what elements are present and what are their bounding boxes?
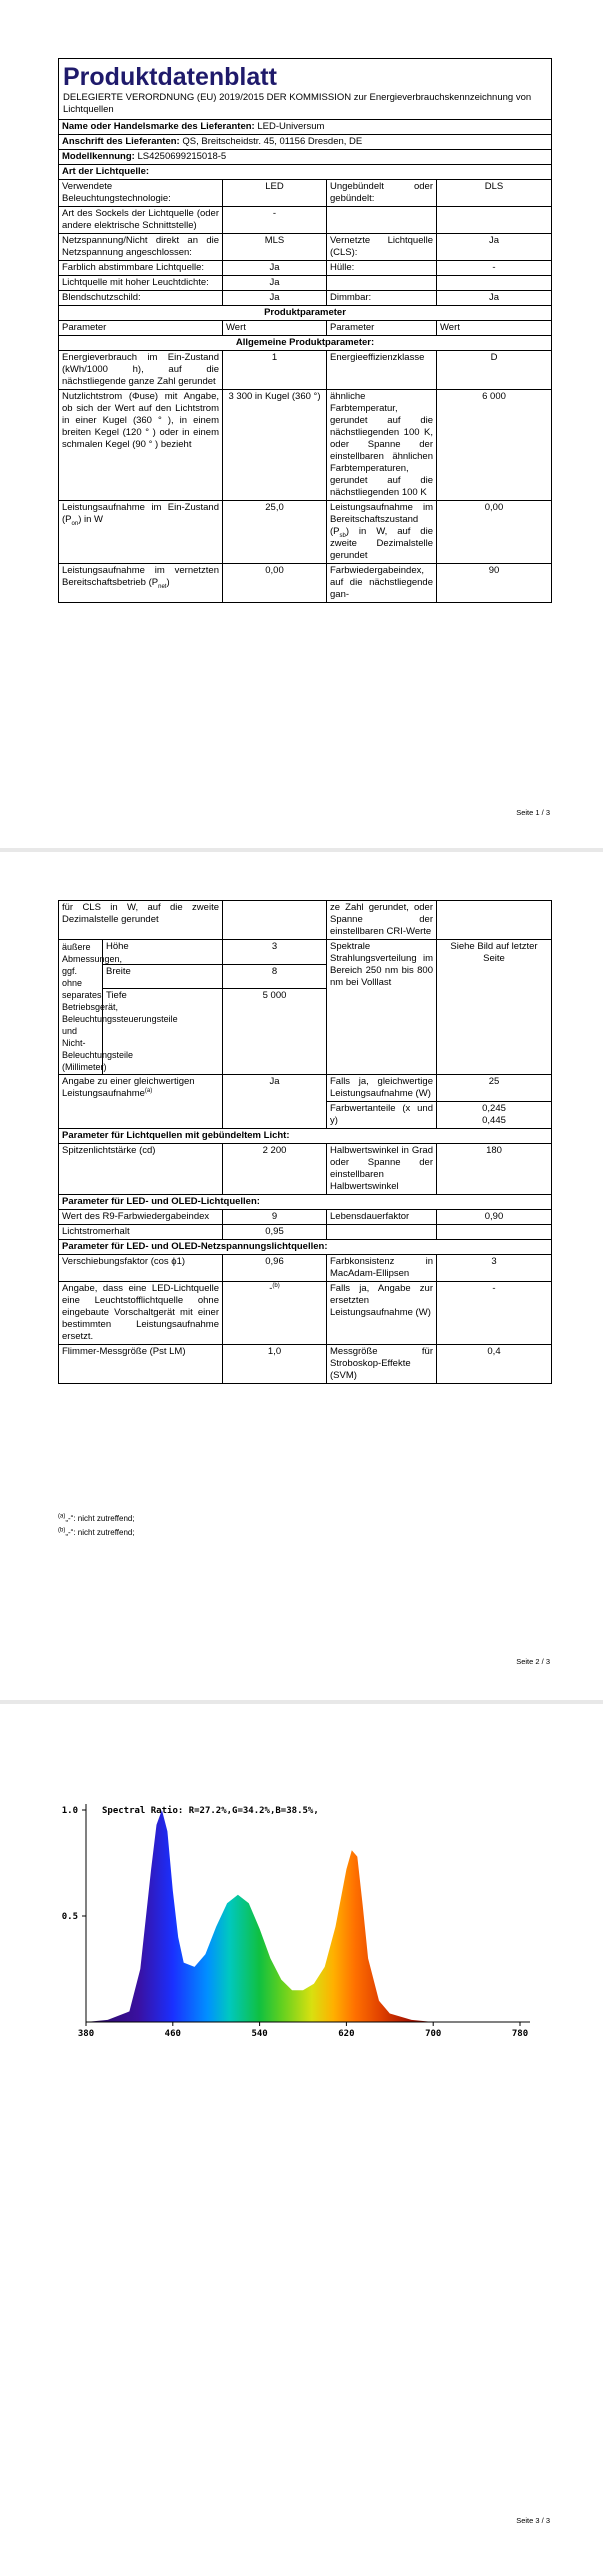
- model-label: Modellkennung:: [62, 151, 135, 162]
- param-label: ähnliche Farbtemperatur, gerundet auf die nächstliegenden 100 K, oder Spanne der einstellbaren ähnlichen Farbtemperaturen, gerundet auf die nächstliegenden 100 K: [327, 390, 437, 501]
- param-label: Hülle:: [327, 261, 437, 276]
- param-label: Netzspannung/Nicht direkt an die Netzspannung angeschlossen:: [59, 234, 223, 261]
- param-value: 0,4: [437, 1345, 552, 1384]
- col-header: Parameter: [327, 321, 437, 336]
- table-row: [59, 1255, 552, 1282]
- param-label: ze Zahl gerundet, oder Spanne der einstellbaren CRI-Werte: [327, 901, 437, 940]
- spectrum-area: [86, 1810, 520, 2022]
- datasheet-table-page2: [58, 900, 552, 1384]
- param-label: Wert des R9-Farbwiedergabeindex: [59, 1210, 223, 1225]
- x-tick-label: 380: [77, 2029, 95, 2039]
- supplier-name: LED-Universum: [257, 121, 325, 132]
- param-value: 90: [437, 564, 552, 603]
- table-row: [59, 940, 552, 965]
- footnotes: [58, 1512, 135, 1540]
- param-label: Verwendete Beleuchtungstechnologie:: [59, 180, 223, 207]
- param-value: 1,0: [223, 1345, 327, 1384]
- table-row: [59, 291, 552, 306]
- dimension-key: Tiefe: [103, 989, 223, 1075]
- page-footer: Seite 1 / 3: [516, 808, 550, 817]
- param-value: -: [437, 1282, 552, 1345]
- param-value: 0,00: [223, 564, 327, 603]
- param-value: D: [437, 351, 552, 390]
- param-value: 180: [437, 1144, 552, 1195]
- param-value: 25,0: [223, 501, 327, 564]
- col-header: Wert: [223, 321, 327, 336]
- dimension-key: Höhe: [103, 940, 223, 965]
- param-label: Lichtstromerhalt: [59, 1225, 223, 1240]
- page-1: [0, 0, 603, 848]
- param-value: 0,90: [437, 1210, 552, 1225]
- param-value: DLS: [437, 180, 552, 207]
- param-value: Ja: [223, 261, 327, 276]
- x-tick-label: 700: [425, 2029, 442, 2039]
- table-row: [59, 276, 552, 291]
- col-header: Parameter: [59, 321, 223, 336]
- param-label: Ungebündelt oder gebündelt:: [327, 180, 437, 207]
- table-row: [59, 1225, 552, 1240]
- spectral-ratio-annotation: Spectral Ratio: R=27.2%,G=34.2%,B=38.5%,: [102, 1806, 319, 1816]
- param-label: Falls ja, gleichwertige Leistungsaufnahme (W): [327, 1075, 437, 1102]
- param-label: Vernetzte Lichtquelle (CLS):: [327, 234, 437, 261]
- spectral-distribution-chart: [50, 1790, 550, 2050]
- col-header: Wert: [437, 321, 552, 336]
- param-label: Leistungsaufnahme im Bereitschaftszustand $(P_{sb})$ in W, auf die zweite Dezimalstelle gerundet: [327, 501, 437, 564]
- table-row: [59, 564, 552, 603]
- param-value: Ja: [437, 234, 552, 261]
- param-label: Lebensdauerfaktor: [327, 1210, 437, 1225]
- param-value: LED: [223, 180, 327, 207]
- led-heading: Parameter für LED- und OLED-Lichtquellen:: [59, 1195, 552, 1210]
- mains-heading: Parameter für LED- und OLED-Netzspannungslichtquellen:: [59, 1240, 552, 1255]
- dimension-value: 5 000: [223, 989, 327, 1075]
- document-subtitle: DELEGIERTE VERORDNUNG (EU) 2019/2015 DER KOMMISSION zur Energieverbrauchskennzeichnung von Lichtquellen: [63, 92, 532, 115]
- param-label: Farbkonsistenz in MacAdam-Ellipsen: [327, 1255, 437, 1282]
- param-value: 6 000: [437, 390, 552, 501]
- page-footer: Seite 2 / 3: [516, 1657, 550, 1666]
- document-title: Produktdatenblatt: [63, 63, 277, 91]
- header-cell: [59, 59, 552, 120]
- table-row: [59, 207, 552, 234]
- table-row: [59, 261, 552, 276]
- param-value: 9: [223, 1210, 327, 1225]
- general-params-heading: Allgemeine Produktparameter:: [59, 336, 552, 351]
- param-label: Dimmbar:: [327, 291, 437, 306]
- empty-cell: [437, 276, 552, 291]
- param-label: Halbwertswinkel in Grad oder Spanne der einstellbaren Halbwertswinkel: [327, 1144, 437, 1195]
- param-label: Art des Sockels der Lichtquelle (oder andere elektrische Schnittstelle): [59, 207, 223, 234]
- dimension-value: 3: [223, 940, 327, 965]
- table-row: [59, 501, 552, 564]
- page-footer: Seite 3 / 3: [516, 2516, 550, 2525]
- product-params-heading: Produktparameter: [59, 306, 552, 321]
- supplier-address: QS, Breitscheidstr. 45, 01156 Dresden, DE: [182, 136, 363, 147]
- param-value: -: [437, 261, 552, 276]
- param-label: Farblich abstimmbare Lichtquelle:: [59, 261, 223, 276]
- param-value: 0,95: [223, 1225, 327, 1240]
- dimension-value: 8: [223, 964, 327, 989]
- table-row: [59, 234, 552, 261]
- y-tick-label: 1.0: [61, 1806, 78, 1816]
- param-label: Energieeffizienzklasse: [327, 351, 437, 390]
- footnote-b: $^{(b)}$„-“: nicht zutreffend;: [58, 1527, 135, 1537]
- empty-cell: [437, 901, 552, 940]
- dimension-key: Breite: [103, 964, 223, 989]
- param-label: Angabe zu einer gleichwertigen Leistungsaufnahme$^{(a)}$: [59, 1075, 223, 1129]
- param-value: 2 200: [223, 1144, 327, 1195]
- empty-cell: [327, 276, 437, 291]
- param-label: Spitzenlichtstärke (cd): [59, 1144, 223, 1195]
- param-value: -: [223, 207, 327, 234]
- y-tick-label: 0.5: [61, 1912, 78, 1922]
- column-headers: [59, 321, 552, 336]
- param-label: Farbwertanteile (x und y): [327, 1102, 437, 1129]
- param-label: Energieverbrauch im Ein-Zustand (kWh/1000 h), auf die nächstliegende ganze Zahl gerundet: [59, 351, 223, 390]
- param-value: Siehe Bild auf letzter Seite: [437, 940, 552, 1075]
- param-label: Spektrale Strahlungsverteilung im Bereich 250 nm bis 800 nm bei Volllast: [327, 940, 437, 1075]
- param-label: für CLS in W, auf die zweite Dezimalstelle gerundet: [59, 901, 223, 940]
- supplier-address-row: [59, 135, 552, 150]
- supplier-name-row: [59, 120, 552, 135]
- empty-cell: [437, 1225, 552, 1240]
- param-value: -$^{(b)}$: [223, 1282, 327, 1345]
- supplier-address-label: Anschrift des Lieferanten:: [62, 136, 180, 147]
- empty-cell: [223, 901, 327, 940]
- param-value: 3: [437, 1255, 552, 1282]
- footnote-a: $^{(a)}$„-“: nicht zutreffend;: [58, 1513, 135, 1523]
- param-value: 0,96: [223, 1255, 327, 1282]
- page-2: [0, 852, 603, 1700]
- param-label: Nutzlichtstrom (Φuse) mit Angabe, ob sich der Wert auf den Lichtstrom in einer Kugel (360 ° ), in einem breiten Kegel (120 ° ) oder in einem schmalen Kegel (90 ° ) bezieht: [59, 390, 223, 501]
- table-row: [59, 1210, 552, 1225]
- empty-cell: [437, 207, 552, 234]
- datasheet-table-page1: [58, 58, 552, 603]
- x-tick-label: 620: [338, 2029, 355, 2039]
- param-label: Leistungsaufnahme im vernetzten Bereitschaftsbetrieb $(P_{net})$: [59, 564, 223, 603]
- directional-heading: Parameter für Lichtquellen mit gebündeltem Licht:: [59, 1129, 552, 1144]
- light-source-type-heading: Art der Lichtquelle:: [59, 165, 552, 180]
- param-value: Ja: [223, 291, 327, 306]
- model-id: LS4250699215018-5: [137, 151, 227, 162]
- param-value: Ja: [437, 291, 552, 306]
- param-value: Ja: [223, 1075, 327, 1129]
- table-row: [59, 901, 552, 940]
- param-value: MLS: [223, 234, 327, 261]
- param-value: 1: [223, 351, 327, 390]
- x-tick-label: 780: [511, 2029, 529, 2039]
- empty-cell: [327, 207, 437, 234]
- table-row: [59, 1075, 552, 1102]
- param-value: Ja: [223, 276, 327, 291]
- param-label: Angabe, dass eine LED-Lichtquelle eine Leuchtstofflichtquelle ohne eingebaute Vorschaltgerät mit einer bestimmten Leistungsaufnahme ersetzt.: [59, 1282, 223, 1345]
- table-row: [59, 1282, 552, 1345]
- empty-cell: [327, 1225, 437, 1240]
- param-label: Lichtquelle mit hoher Leuchtdichte:: [59, 276, 223, 291]
- x-tick-label: 540: [251, 2029, 268, 2039]
- supplier-name-label: Name oder Handelsmarke des Lieferanten:: [62, 121, 255, 132]
- param-label: Falls ja, Angabe zur ersetzten Leistungsaufnahme (W): [327, 1282, 437, 1345]
- param-label: Messgröße für Stroboskop-Effekte (SVM): [327, 1345, 437, 1384]
- table-row: [59, 1144, 552, 1195]
- x-tick-label: 460: [164, 2029, 181, 2039]
- table-row: [59, 180, 552, 207]
- table-row: [59, 1345, 552, 1384]
- table-row: [59, 351, 552, 390]
- model-row: [59, 150, 552, 165]
- param-label: Farbwiedergabeindex, auf die nächstliegende gan-: [327, 564, 437, 603]
- param-label: Flimmer-Messgröße (Pst LM): [59, 1345, 223, 1384]
- param-value: 0,245 0,445: [437, 1102, 552, 1129]
- param-label: Verschiebungsfaktor (cos ϕ1): [59, 1255, 223, 1282]
- param-value: 25: [437, 1075, 552, 1102]
- param-label: Blendschutzschild:: [59, 291, 223, 306]
- table-row: [59, 390, 552, 501]
- param-label: Leistungsaufnahme im Ein-Zustand $(P_{on})$ in W: [59, 501, 223, 564]
- param-value: 3 300 in Kugel (360 °): [223, 390, 327, 501]
- dimensions-label: äußere Abmessungen, ggf. ohne separates Betriebsgerät, Beleuchtungssteuerungsteile und Nicht-Beleuchtungsteile (Millimeter): [59, 940, 103, 1075]
- param-value: 0,00: [437, 501, 552, 564]
